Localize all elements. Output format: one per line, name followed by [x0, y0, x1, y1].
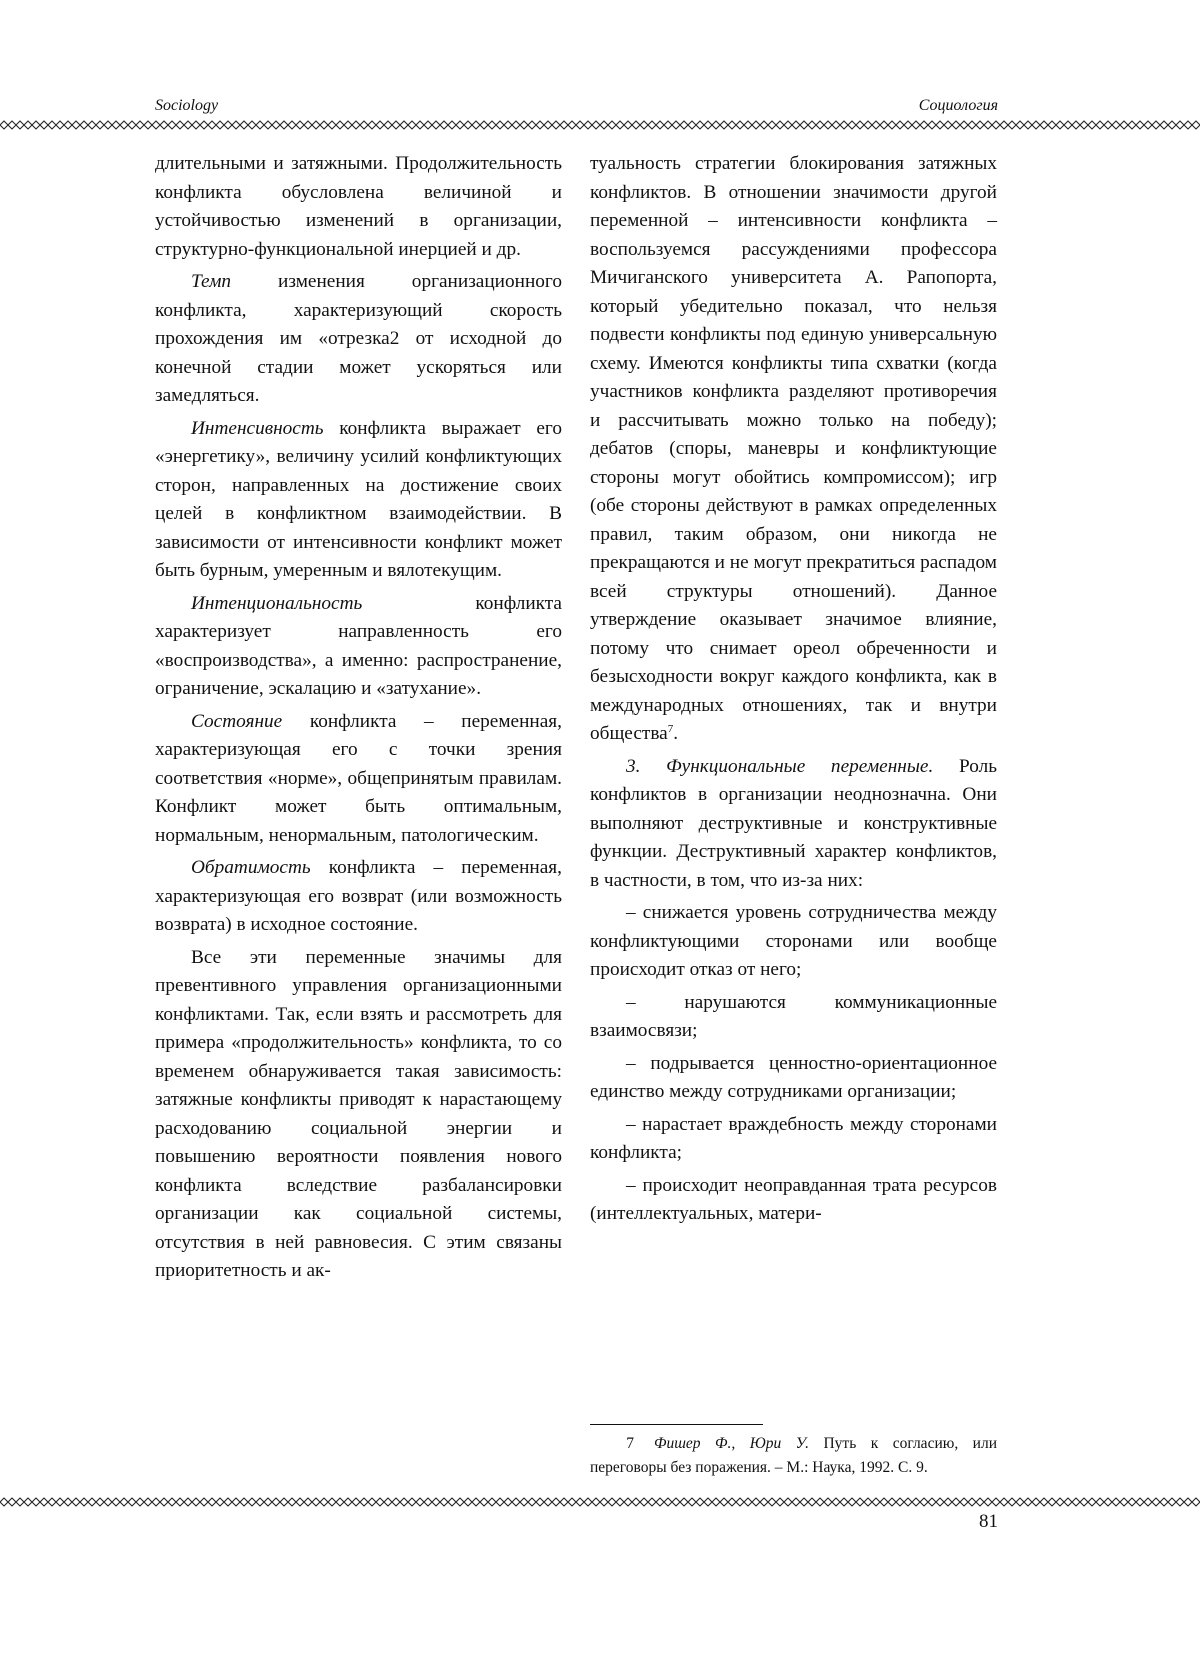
paragraph: Интенциональность конфликта характеризует направленность его «воспроизводства», а именно: распространение, ограничение, эскалацию и «затухание». [155, 592, 562, 699]
left-column [155, 150, 562, 1286]
list-item: – нарастает враждебность между сторонами конфликта; [590, 1113, 997, 1163]
term-italic: Интенсивность [191, 417, 324, 439]
paragraph: Темп изменения организационного конфликта, характеризующий скорость прохождения им «отрезка2 от исходной до конечной стадии может ускоряться или замедляться. [155, 271, 562, 406]
paragraph: Состояние конфликта – переменная, характеризующая его с точки зрения соответствия «норме», общепринятым правилам. Конфликт может быть оптимальным, нормальным, ненормальным, патологическим. [155, 710, 562, 846]
term-italic: 3. Функциональные переменные. [626, 755, 934, 777]
list-item: – подрывается ценностно-ориентационное единство между сотрудниками организации; [590, 1052, 997, 1102]
paragraph: Интенсивность конфликта выражает его «энергетику», величину усилий конфликтующих сторон, направленных на достижение своих целей в конфликтном взаимодействии. В зависимости от интенсивности конфликт может быть бурным, умеренным и вялотекущим. [155, 417, 562, 581]
paragraph: длительными и затяжными. Продолжительность конфликта обусловлена величиной и устойчивостью изменений в организации, структурно-функциональной инерцией и др. [155, 153, 562, 260]
header-ornament-rule [0, 119, 1200, 131]
page-number: 81 [979, 1511, 998, 1532]
right-column [590, 150, 997, 1229]
list-item: – нарушаются коммуникационные взаимосвязи; [590, 991, 997, 1041]
term-italic: Обратимость [191, 857, 311, 878]
paragraph: 3. Функциональные переменные. Роль конфликтов в организации неоднозначна. Они выполняют деструктивные и конструктивные функции. Деструктивный характер конфликтов, в частности, в том, что из-за них: [590, 755, 997, 891]
footnote-authors: Фишер Ф., Юри У. [654, 1435, 810, 1452]
list-item: – снижается уровень сотрудничества между конфликтующими сторонами или вообще происходит отказ от него; [590, 902, 997, 980]
footnote-separator [590, 1424, 763, 1425]
header-right: Социология [918, 97, 998, 114]
footnote-number: 7 [626, 1435, 634, 1452]
paragraph: Обратимость конфликта – переменная, характеризующая его возврат (или возможность возврата) в исходное состояние. [155, 857, 562, 935]
running-header [155, 97, 998, 119]
list-item: – происходит неоправданная трата ресурсов (интеллектуальных, матери- [590, 1174, 997, 1224]
paragraph: туальность стратегии блокирования затяжных конфликтов. В отношении значимости другой переменной – интенсивности конфликта – воспользуемся рассуждениями профессора Мичиганского университета А. Рапопорта, который убедительно показал, что нельзя подвести конфликты под единую универсальную схему. Имеются конфликты типа схватки (когда участников конфликта разделяют противоречия и рассчитывать можно только на победу); дебатов (споры, маневры и конфликтующие стороны могут обойтись компромиссом); игр (обе стороны действуют в рамках определенных правил, таким образом, они никогда не прекращаются и не могут прекратиться распадом всей структуры отношений). Данное утверждение оказывает значимое влияние, потому что снимает ореол обреченности и безысходности вокруг каждого конфликта, как в международных отношениях, так и внутри общества$^7$. [590, 153, 997, 744]
term-italic: Состояние [191, 710, 283, 732]
paragraph: Все эти переменные значимы для превентивного управления организационными конфликтами. Так, если взять и рассмотреть для примера «продолжительность» конфликта, то со временем обнаруживается такая зависимость: затяжные конфликты приводят к нарастающему расходованию социальной энергии и повышению вероятности появления нового конфликта вследствие разбалансировки организации как социальной системы, отсутствия в ней равновесия. С этим связаны приоритетность и ак- [155, 946, 562, 1281]
term-italic: Темп [191, 271, 232, 292]
term-italic: Интенциональность [191, 592, 363, 614]
footer-ornament-rule [0, 1496, 1200, 1508]
footnote-text: Путь к согласию, или переговоры без поражения. – М.: Наука, 1992. С. 9. [590, 1435, 997, 1476]
footnote [590, 1432, 997, 1480]
header-left: Sociology [155, 97, 219, 114]
footnote-ref: 7 [667, 723, 674, 735]
